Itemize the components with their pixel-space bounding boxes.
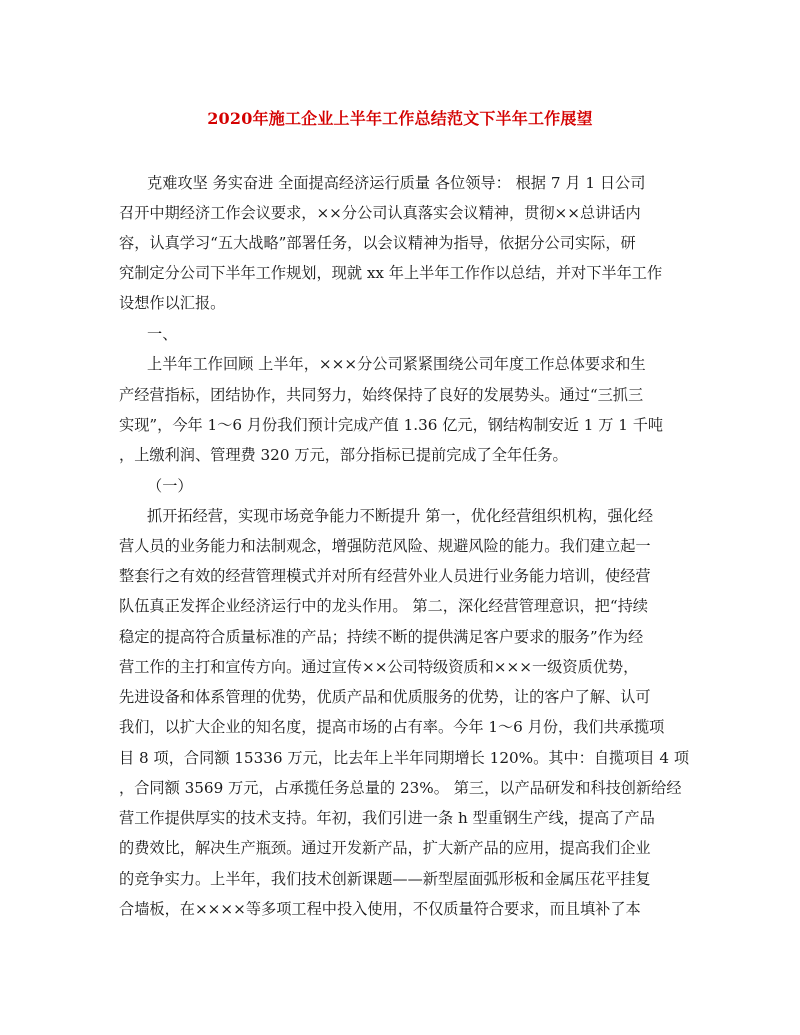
body-line: 队伍真正发挥企业经济运行中的龙头作用。 第二，深化经营管理意识，把“持续 xyxy=(119,597,648,615)
section-heading: 一、 xyxy=(147,325,178,343)
body-line: 的竞争实力。上半年，我们技术创新课题——新型屋面弧形板和金属压花平挂复 xyxy=(119,870,651,888)
body-line: 实现”，今年 1～6 月份我们预计完成产值 1.36 亿元，钢结构制安近 1 万 1 千吨 xyxy=(119,416,664,434)
body-line: 稳定的提高符合质量标准的产品；持续不断的提供满足客户要求的服务”作为经 xyxy=(119,628,644,646)
body-line: 究制定分公司下半年工作规划，现就 xx 年上半年工作作以总结，并对下半年工作 xyxy=(119,264,663,282)
body-line: 先进设备和体系管理的优势，优质产品和优质服务的优势，让的客户了解、认可 xyxy=(119,688,651,706)
body-line: 产经营指标，团结协作，共同努力，始终保持了良好的发展势头。通过“三抓三 xyxy=(119,386,644,404)
body-line: ，合同额 3569 万元，占承揽任务总量的 23%。 第三，以产品研发和科技创新给经 xyxy=(119,779,682,797)
body-line: 抓开拓经营，实现市场竞争能力不断提升 第一，优化经营组织机构，强化经 xyxy=(147,507,654,525)
body-line: 营人员的业务能力和法制观念，增强防范风险、规避风险的能力。我们建立起一 xyxy=(119,537,651,555)
body-line: 容，认真学习“五大战略”部署任务，以会议精神为指导，依据分公司实际，研 xyxy=(119,234,636,252)
body-line: 设想作以汇报。 xyxy=(119,294,226,312)
body-line: 合墙板，在××××等多项工程中投入使用，不仅质量符合要求，而且填补了本 xyxy=(119,900,641,918)
document-title: 2020年施工企业上半年工作总结范文下半年工作展望 xyxy=(207,109,593,128)
body-line: 营工作提供厚实的技术支持。年初，我们引进一条 h 型重钢生产线，提高了产品 xyxy=(119,809,655,827)
body-line: ，上缴利润、管理费 320 万元，部分指标已提前完成了全年任务。 xyxy=(119,446,568,464)
body-line: 我们，以扩大企业的知名度，提高市场的占有率。今年 1～6 月份，我们共承揽项 xyxy=(119,718,665,736)
body-line: 上半年工作回顾 上半年，×××分公司紧紧围绕公司年度工作总体要求和生 xyxy=(147,355,646,373)
body-line: 目 8 项，合同额 15336 万元，比去年上半年同期增长 120%。其中：自揽项目 4 项 xyxy=(119,749,690,767)
body-line: 召开中期经济工作会议要求，××分公司认真落实会议精神，贯彻××总讲话内 xyxy=(119,204,641,222)
body-line: 克难攻坚 务实奋进 全面提高经济运行质量 各位领导： 根据 7 月 1 日公司 xyxy=(147,174,646,192)
body-line: 营工作的主打和宣传方向。通过宣传××公司特级资质和×××一级资质优势， xyxy=(119,658,639,676)
body-line: 整套行之有效的经营管理模式并对所有经营外业人员进行业务能力培训，使经营 xyxy=(119,567,651,585)
body-line: 的费效比，解决生产瓶颈。通过开发新产品，扩大新产品的应用，提高我们企业 xyxy=(119,839,651,857)
subsection-heading: （一） xyxy=(147,477,193,495)
